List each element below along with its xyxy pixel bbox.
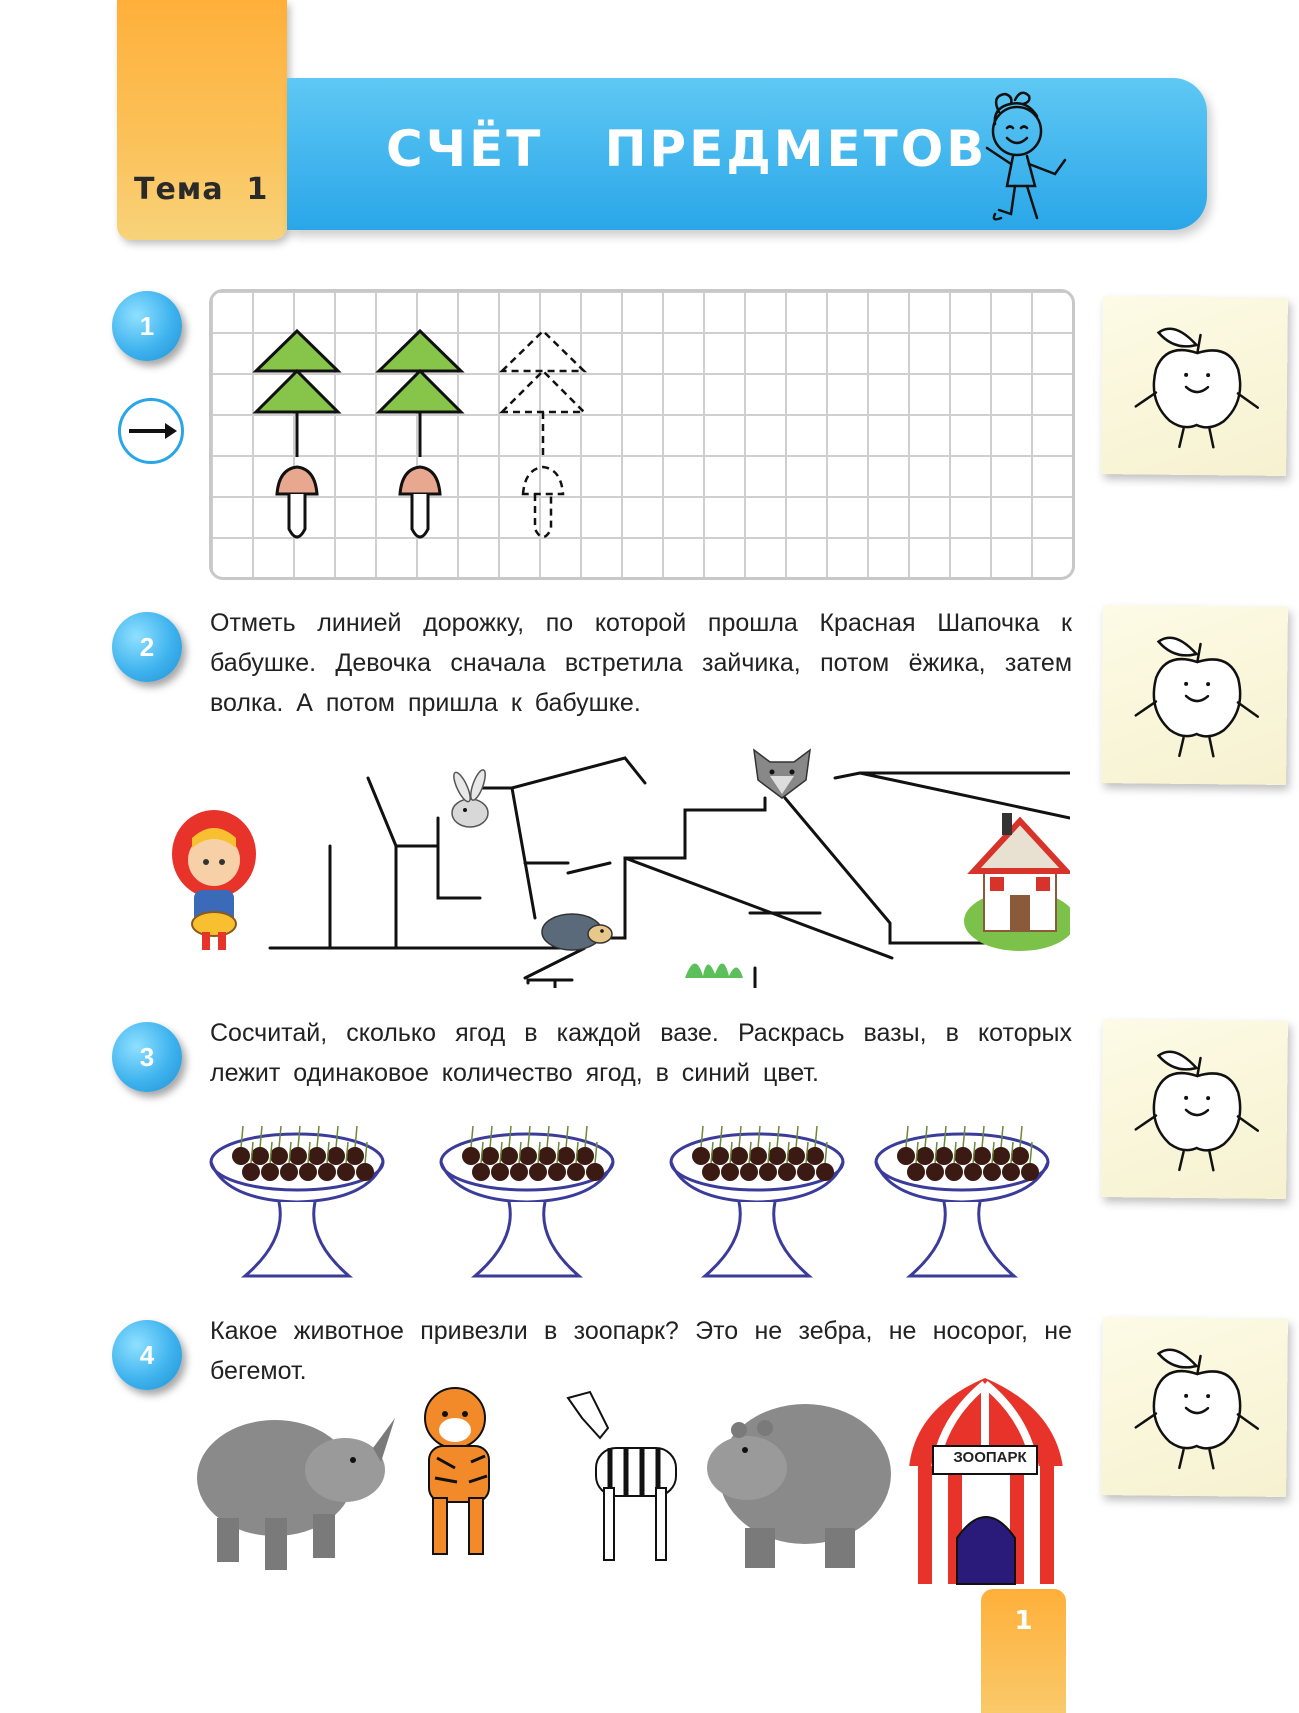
sticky-note-4 <box>1101 1317 1288 1497</box>
task-2-text: Отметь линией дорожку, по которой прошла Красная Шапочка к бабушке. Девочка сначала встретила зайчика, потом ёжика, затем волка. А потом пришла к бабушке. <box>210 609 1072 717</box>
rhino-icon[interactable] <box>197 1418 395 1570</box>
wolf-icon <box>754 750 810 798</box>
house-icon <box>964 813 1070 951</box>
arrow-right-icon <box>118 398 184 464</box>
maze-path[interactable] <box>170 728 1070 988</box>
page-number: 1 <box>1014 1606 1033 1636</box>
apple-icon <box>1121 625 1272 767</box>
grid-figures <box>209 289 1075 580</box>
theme-label: Тема 1 <box>134 172 269 207</box>
vase-3[interactable] <box>671 1126 843 1276</box>
apple-icon <box>1121 1337 1272 1479</box>
girl-drawing-icon <box>955 86 1085 228</box>
task-4-number: 4 <box>112 1320 182 1390</box>
task-4-text: Какое животное привезли в зоопарк? Это не зебра, не носорог, не бегемот. <box>210 1317 1072 1385</box>
hedgehog-icon <box>542 914 612 950</box>
task-2-number: 2 <box>112 612 182 682</box>
apple-icon <box>1121 1039 1272 1181</box>
tree-figure-dashed <box>502 331 584 537</box>
tiger-icon[interactable] <box>425 1388 489 1554</box>
red-riding-hood-icon <box>172 810 256 950</box>
task-3-text: Сосчитай, сколько ягод в каждой вазе. Раскрась вазы, в которых лежит одинаковое количество ягод, в синий цвет. <box>210 1019 1072 1087</box>
tree-figure-2 <box>379 331 461 457</box>
zoo-tent-icon <box>909 1378 1063 1584</box>
page-title: СЧЁТ ПРЕДМЕТОВ <box>386 120 988 178</box>
sticky-note-2 <box>1101 605 1288 785</box>
mushroom-figure-2 <box>400 467 440 537</box>
sticky-note-3 <box>1101 1019 1288 1199</box>
rabbit-icon <box>451 768 488 827</box>
mushroom-figure-1 <box>277 467 317 537</box>
zoo-sign: ЗООПАРК <box>953 1449 1027 1466</box>
animals-row[interactable] <box>195 1378 1085 1588</box>
zebra-icon[interactable] <box>568 1392 676 1560</box>
tree-figure-1 <box>256 331 338 457</box>
task-1-number: 1 <box>112 291 182 361</box>
sticky-note-1 <box>1101 296 1288 476</box>
vases-row[interactable] <box>205 1100 1085 1300</box>
task-3-number: 3 <box>112 1022 182 1092</box>
vase-4[interactable] <box>876 1126 1048 1276</box>
apple-icon <box>1121 316 1272 458</box>
hippo-icon[interactable] <box>707 1404 891 1568</box>
grass-icon <box>685 963 743 978</box>
vase-1[interactable] <box>211 1126 383 1276</box>
vase-2[interactable] <box>441 1126 613 1276</box>
